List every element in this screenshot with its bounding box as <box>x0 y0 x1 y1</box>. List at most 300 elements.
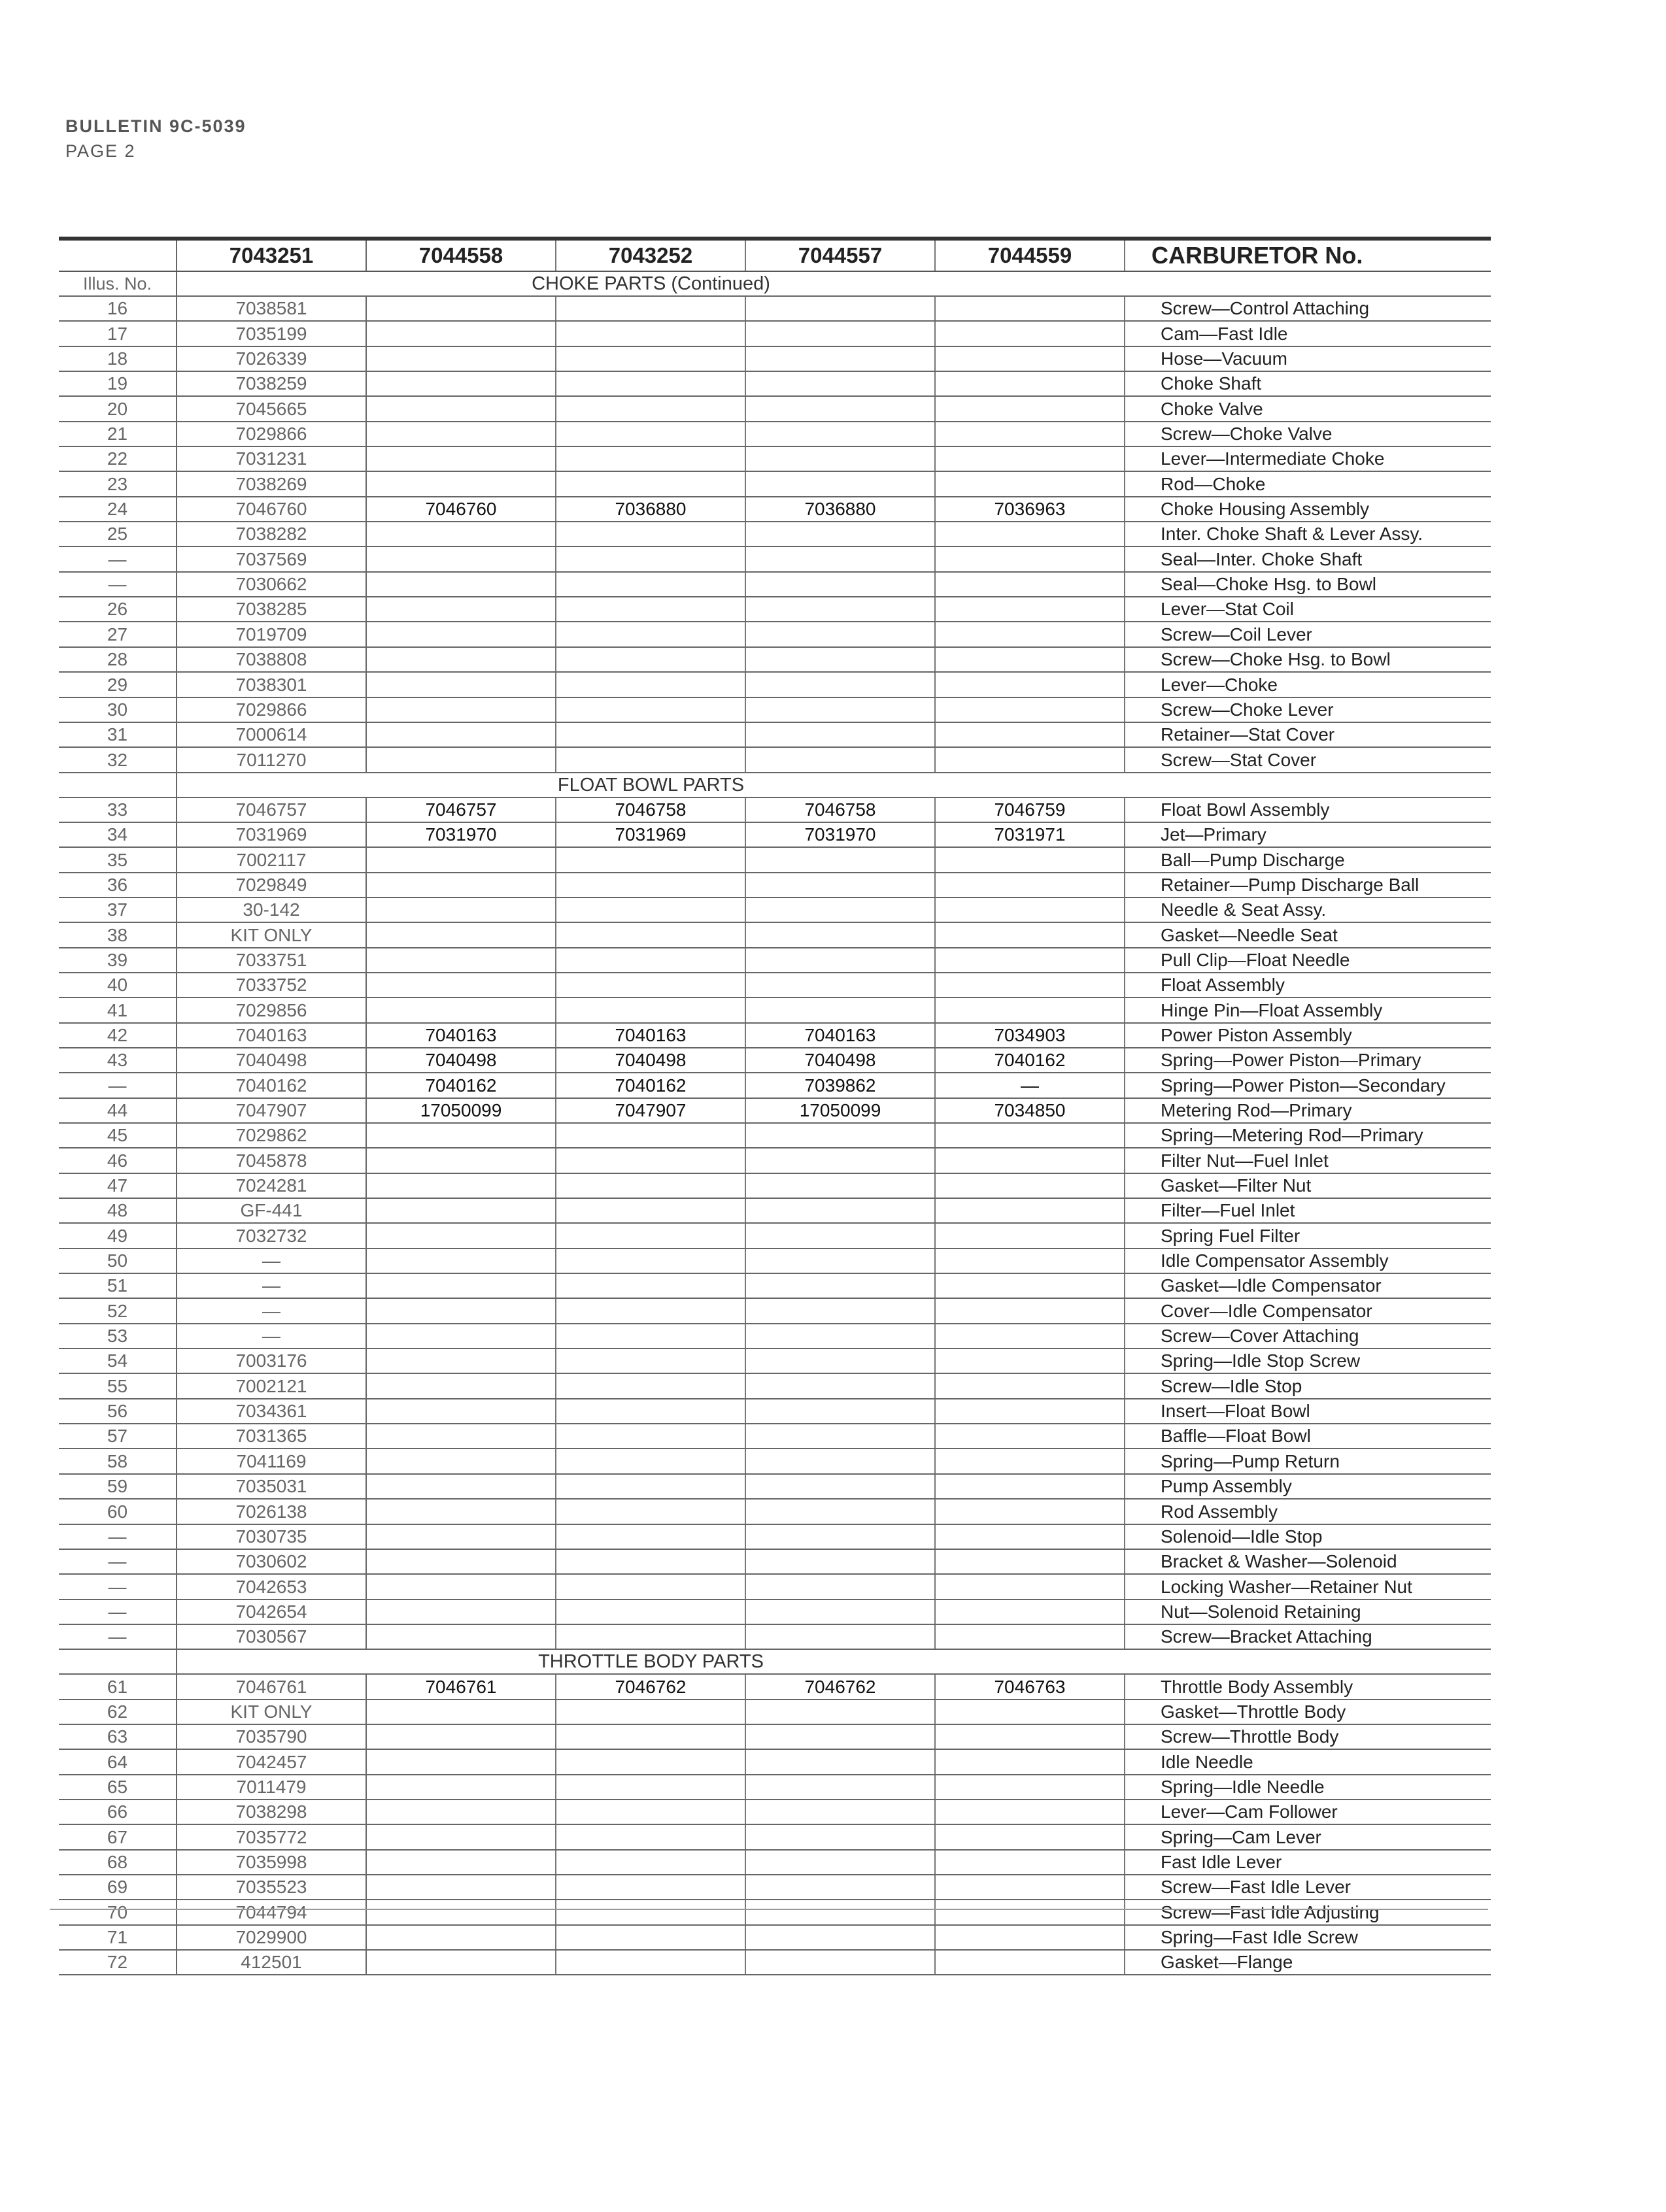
carb-part-number <box>935 1724 1125 1749</box>
carb-part-number <box>935 1399 1125 1424</box>
carb-part-number <box>935 396 1125 421</box>
part-description: Baffle—Float Bowl <box>1125 1424 1491 1449</box>
carb-part-number <box>556 922 745 947</box>
part-description: Cover—Idle Compensator <box>1125 1298 1491 1323</box>
carb-part-number <box>556 321 745 346</box>
illus-no-label <box>59 1649 177 1674</box>
carb-part-number <box>745 1824 935 1849</box>
part-description: Jet—Primary <box>1125 822 1491 847</box>
table-row <box>59 873 1491 897</box>
illus-number: 67 <box>59 1824 177 1849</box>
carb-part-number <box>935 1173 1125 1198</box>
carb-part-number: 7031970 <box>745 822 935 847</box>
table-row <box>59 346 1491 371</box>
carb-part-number: 7040163 <box>556 1023 745 1048</box>
part-number: 7033752 <box>177 973 366 997</box>
illus-header-cell <box>59 239 177 271</box>
illus-number: 37 <box>59 897 177 922</box>
carb-part-number <box>366 296 556 321</box>
part-number: 30-142 <box>177 897 366 922</box>
part-number: 7038581 <box>177 296 366 321</box>
carb-part-number <box>745 1800 935 1824</box>
part-description: Hinge Pin—Float Assembly <box>1125 997 1491 1022</box>
carb-part-number <box>366 1950 556 1975</box>
table-row <box>59 1349 1491 1373</box>
illus-number: 70 <box>59 1900 177 1924</box>
table-row <box>59 1148 1491 1173</box>
table-row <box>59 647 1491 672</box>
carb-part-number <box>745 873 935 897</box>
table-row <box>59 1749 1491 1774</box>
carb-part-number <box>745 1173 935 1198</box>
part-description: Lever—Stat Coil <box>1125 597 1491 622</box>
table-row <box>59 1373 1491 1398</box>
part-number: 7034361 <box>177 1399 366 1424</box>
table-row <box>59 446 1491 471</box>
illus-number: 50 <box>59 1248 177 1273</box>
part-description: Inter. Choke Shaft & Lever Assy. <box>1125 522 1491 546</box>
part-number: 7033751 <box>177 948 366 973</box>
carb-part-number: 7034903 <box>935 1023 1125 1048</box>
illus-number: 35 <box>59 847 177 872</box>
carb-part-number: 7031971 <box>935 822 1125 847</box>
part-description: Screw—Bracket Attaching <box>1125 1624 1491 1649</box>
part-number: 7035772 <box>177 1824 366 1849</box>
carb-part-number <box>556 471 745 496</box>
carb-part-number <box>366 1123 556 1148</box>
carb-header: 7044558 <box>366 239 556 271</box>
carb-part-number <box>366 973 556 997</box>
part-description: Screw—Fast Idle Lever <box>1125 1875 1491 1900</box>
carb-part-number: 7040498 <box>366 1048 556 1073</box>
part-number: — <box>177 1273 366 1298</box>
section-header-row <box>59 773 1491 797</box>
section-header-row <box>59 271 1491 296</box>
carb-part-number <box>745 546 935 571</box>
part-number: 7032732 <box>177 1223 366 1248</box>
carb-part-number <box>745 522 935 546</box>
carb-part-number <box>935 1950 1125 1975</box>
carb-part-number <box>366 1273 556 1298</box>
carb-part-number <box>556 1474 745 1499</box>
illus-no-label <box>59 773 177 797</box>
carb-part-number: 7040498 <box>745 1048 935 1073</box>
carb-part-number <box>745 1900 935 1924</box>
illus-number: — <box>59 546 177 571</box>
carb-part-number <box>366 1624 556 1649</box>
carb-part-number <box>366 1399 556 1424</box>
part-description: Ball—Pump Discharge <box>1125 847 1491 872</box>
carb-part-number <box>935 371 1125 396</box>
carb-part-number <box>745 1449 935 1473</box>
carb-part-number: 17050099 <box>745 1098 935 1123</box>
table-row <box>59 1474 1491 1499</box>
part-description: Spring—Idle Needle <box>1125 1775 1491 1800</box>
part-description: Lever—Intermediate Choke <box>1125 446 1491 471</box>
carb-part-number <box>935 922 1125 947</box>
part-description: Nut—Solenoid Retaining <box>1125 1600 1491 1624</box>
part-number: 7047907 <box>177 1098 366 1123</box>
carb-part-number <box>745 1273 935 1298</box>
carb-part-number <box>745 1524 935 1549</box>
carb-part-number <box>935 422 1125 446</box>
part-number: 7037569 <box>177 546 366 571</box>
section-title: FLOAT BOWL PARTS <box>177 773 1125 797</box>
illus-number: 24 <box>59 497 177 522</box>
part-number: 7026339 <box>177 346 366 371</box>
carb-part-number <box>745 1123 935 1148</box>
part-number: 7038298 <box>177 1800 366 1824</box>
carb-part-number <box>556 1223 745 1248</box>
table-row <box>59 797 1491 822</box>
carb-part-number <box>935 1123 1125 1148</box>
carb-part-number <box>366 948 556 973</box>
carb-part-number: 7031970 <box>366 822 556 847</box>
illus-number: — <box>59 1600 177 1624</box>
carb-part-number <box>556 1373 745 1398</box>
illus-number: 55 <box>59 1373 177 1398</box>
carb-part-number <box>366 697 556 722</box>
section-blank <box>1125 773 1491 797</box>
carb-part-number <box>366 997 556 1022</box>
part-description: Filter—Fuel Inlet <box>1125 1198 1491 1223</box>
part-number: 7038301 <box>177 672 366 697</box>
carb-part-number <box>935 1800 1125 1824</box>
carb-part-number <box>745 672 935 697</box>
table-row <box>59 822 1491 847</box>
carb-part-number <box>935 1223 1125 1248</box>
carb-part-number <box>366 1900 556 1924</box>
part-description: Float Assembly <box>1125 973 1491 997</box>
part-number: 7019709 <box>177 622 366 646</box>
carb-part-number: 7036963 <box>935 497 1125 522</box>
part-description: Screw—Choke Lever <box>1125 697 1491 722</box>
carb-part-number <box>556 672 745 697</box>
part-number: 7000614 <box>177 722 366 747</box>
part-description: Gasket—Throttle Body <box>1125 1700 1491 1724</box>
carb-part-number <box>366 1700 556 1724</box>
carb-part-number <box>556 1449 745 1473</box>
table-row <box>59 1574 1491 1599</box>
part-description: Spring—Cam Lever <box>1125 1824 1491 1849</box>
part-description: Screw—Fast Idle Adjusting <box>1125 1900 1491 1924</box>
carb-part-number <box>556 1424 745 1449</box>
carb-part-number <box>556 997 745 1022</box>
part-number: 7040498 <box>177 1048 366 1073</box>
part-number: 7030662 <box>177 572 366 597</box>
carb-part-number <box>556 1925 745 1950</box>
carb-part-number <box>366 597 556 622</box>
illus-number: 29 <box>59 672 177 697</box>
carb-part-number <box>556 1624 745 1649</box>
carb-part-number <box>745 1950 935 1975</box>
table-row <box>59 1123 1491 1148</box>
illus-number: 39 <box>59 948 177 973</box>
carb-part-number <box>935 647 1125 672</box>
table-row <box>59 1198 1491 1223</box>
table-row <box>59 1173 1491 1198</box>
part-description: Pull Clip—Float Needle <box>1125 948 1491 973</box>
table-row <box>59 622 1491 646</box>
illus-number: 40 <box>59 973 177 997</box>
carb-part-number <box>556 1524 745 1549</box>
carb-part-number <box>556 546 745 571</box>
illus-number: 63 <box>59 1724 177 1749</box>
carb-part-number <box>366 1499 556 1524</box>
column-header-row <box>59 239 1491 271</box>
part-description: Spring—Power Piston—Secondary <box>1125 1073 1491 1098</box>
carb-part-number <box>366 446 556 471</box>
carb-part-number <box>935 446 1125 471</box>
illus-number: 18 <box>59 346 177 371</box>
part-description: Bracket & Washer—Solenoid <box>1125 1549 1491 1574</box>
table-row <box>59 1098 1491 1123</box>
carb-part-number <box>366 1749 556 1774</box>
part-description: Spring—Pump Return <box>1125 1449 1491 1473</box>
part-description: Needle & Seat Assy. <box>1125 897 1491 922</box>
illus-number: 23 <box>59 471 177 496</box>
carb-part-number <box>745 597 935 622</box>
carb-part-number <box>935 1198 1125 1223</box>
carb-part-number <box>366 922 556 947</box>
part-description: Choke Housing Assembly <box>1125 497 1491 522</box>
carb-part-number <box>556 1700 745 1724</box>
table-row <box>59 522 1491 546</box>
section-title: CHOKE PARTS (Continued) <box>177 271 1125 296</box>
carb-part-number <box>745 647 935 672</box>
carb-part-number <box>745 422 935 446</box>
part-number: 7029849 <box>177 873 366 897</box>
carb-part-number <box>745 1298 935 1323</box>
table-row <box>59 722 1491 747</box>
carb-part-number <box>935 1474 1125 1499</box>
carb-part-number: 7031969 <box>556 822 745 847</box>
carb-part-number <box>745 1549 935 1574</box>
part-number: 7029900 <box>177 1925 366 1950</box>
carb-part-number <box>366 722 556 747</box>
part-number: 7029856 <box>177 997 366 1022</box>
carb-part-number <box>366 1349 556 1373</box>
carb-part-number: 7046760 <box>366 497 556 522</box>
table-row <box>59 1273 1491 1298</box>
part-number: 7031365 <box>177 1424 366 1449</box>
part-number: 7030602 <box>177 1549 366 1574</box>
carb-part-number <box>366 1223 556 1248</box>
carburetor-no-header: CARBURETOR No. <box>1125 239 1491 271</box>
carb-part-number <box>745 1624 935 1649</box>
carb-part-number: 7046758 <box>556 797 745 822</box>
part-description: Screw—Throttle Body <box>1125 1724 1491 1749</box>
carb-part-number: 7046757 <box>366 797 556 822</box>
carb-part-number: 7036880 <box>556 497 745 522</box>
carb-part-number <box>745 1499 935 1524</box>
carb-part-number <box>556 422 745 446</box>
carb-part-number <box>366 647 556 672</box>
carb-part-number <box>366 396 556 421</box>
table-row <box>59 1900 1491 1924</box>
carb-part-number <box>935 1298 1125 1323</box>
carb-part-number <box>366 321 556 346</box>
carb-part-number <box>745 1373 935 1398</box>
table-row <box>59 922 1491 947</box>
table-row <box>59 997 1491 1022</box>
part-description: Screw—Idle Stop <box>1125 1373 1491 1398</box>
carb-part-number <box>935 697 1125 722</box>
carb-part-number <box>745 446 935 471</box>
carb-part-number <box>935 672 1125 697</box>
illus-number: 31 <box>59 722 177 747</box>
part-number: 7031231 <box>177 446 366 471</box>
section-blank <box>1125 271 1491 296</box>
carb-part-number <box>556 1800 745 1824</box>
carb-part-number: 7040498 <box>556 1048 745 1073</box>
carb-part-number <box>556 1349 745 1373</box>
carb-part-number <box>366 371 556 396</box>
carb-part-number <box>366 1800 556 1824</box>
carb-part-number <box>366 1850 556 1875</box>
part-description: Choke Shaft <box>1125 371 1491 396</box>
carb-part-number <box>556 1950 745 1975</box>
part-number: 7002117 <box>177 847 366 872</box>
illus-number: — <box>59 1524 177 1549</box>
carb-part-number <box>556 371 745 396</box>
carb-part-number <box>745 321 935 346</box>
part-number: 7044794 <box>177 1900 366 1924</box>
illus-number: 66 <box>59 1800 177 1824</box>
carb-part-number <box>556 522 745 546</box>
carb-part-number: 7034850 <box>935 1098 1125 1123</box>
carb-part-number <box>556 1574 745 1599</box>
illus-number: 32 <box>59 747 177 772</box>
carb-part-number <box>745 622 935 646</box>
carb-part-number: 17050099 <box>366 1098 556 1123</box>
table-row <box>59 1624 1491 1649</box>
carb-part-number: 7040163 <box>366 1023 556 1048</box>
part-number: 7011479 <box>177 1775 366 1800</box>
part-description: Gasket—Idle Compensator <box>1125 1273 1491 1298</box>
carb-part-number <box>935 1148 1125 1173</box>
table-row <box>59 1549 1491 1574</box>
carb-header: 7044559 <box>935 239 1125 271</box>
carb-part-number <box>556 1324 745 1349</box>
carb-part-number <box>745 1424 935 1449</box>
table-row <box>59 672 1491 697</box>
part-number: 7035790 <box>177 1724 366 1749</box>
carb-part-number: 7046763 <box>935 1674 1125 1699</box>
carb-part-number <box>935 1373 1125 1398</box>
carb-part-number <box>366 1925 556 1950</box>
carb-part-number <box>935 321 1125 346</box>
carb-part-number <box>935 296 1125 321</box>
part-number: 7030567 <box>177 1624 366 1649</box>
carb-part-number <box>935 1600 1125 1624</box>
carb-part-number <box>366 1474 556 1499</box>
illus-number: — <box>59 1549 177 1574</box>
carb-part-number: 7047907 <box>556 1098 745 1123</box>
part-description: Screw—Choke Valve <box>1125 422 1491 446</box>
illus-number: 71 <box>59 1925 177 1950</box>
illus-number: 42 <box>59 1023 177 1048</box>
illus-number: — <box>59 1073 177 1098</box>
carb-part-number <box>745 948 935 973</box>
part-number: 7003176 <box>177 1349 366 1373</box>
carb-part-number <box>935 622 1125 646</box>
table-row <box>59 321 1491 346</box>
carb-part-number <box>556 747 745 772</box>
illus-number: 45 <box>59 1123 177 1148</box>
table-row <box>59 572 1491 597</box>
carb-part-number <box>935 1875 1125 1900</box>
illus-number: 44 <box>59 1098 177 1123</box>
carb-part-number <box>366 1248 556 1273</box>
carb-part-number <box>935 1524 1125 1549</box>
table-row <box>59 1800 1491 1824</box>
carb-part-number <box>366 522 556 546</box>
table-row <box>59 697 1491 722</box>
carb-part-number <box>935 973 1125 997</box>
table-row <box>59 1724 1491 1749</box>
carb-part-number <box>745 1850 935 1875</box>
part-description: Fast Idle Lever <box>1125 1850 1491 1875</box>
part-description: Rod Assembly <box>1125 1499 1491 1524</box>
illus-number: 48 <box>59 1198 177 1223</box>
part-number: 7035031 <box>177 1474 366 1499</box>
table-row <box>59 497 1491 522</box>
carb-part-number <box>935 948 1125 973</box>
carb-part-number <box>366 1574 556 1599</box>
part-description: Lever—Cam Follower <box>1125 1800 1491 1824</box>
table-row <box>59 847 1491 872</box>
carb-part-number <box>556 1173 745 1198</box>
carb-part-number <box>556 1248 745 1273</box>
part-description: Seal—Choke Hsg. to Bowl <box>1125 572 1491 597</box>
illus-number: 19 <box>59 371 177 396</box>
illus-number: 59 <box>59 1474 177 1499</box>
part-number: 7029866 <box>177 697 366 722</box>
table-row <box>59 1700 1491 1724</box>
illus-number: 27 <box>59 622 177 646</box>
table-row <box>59 1023 1491 1048</box>
part-number: 7042457 <box>177 1749 366 1774</box>
part-number: KIT ONLY <box>177 922 366 947</box>
illus-number: 68 <box>59 1850 177 1875</box>
part-description: Screw—Coil Lever <box>1125 622 1491 646</box>
carb-part-number <box>556 572 745 597</box>
carb-part-number <box>745 346 935 371</box>
section-title: THROTTLE BODY PARTS <box>177 1649 1125 1674</box>
carb-part-number <box>935 1574 1125 1599</box>
table-row <box>59 1875 1491 1900</box>
part-description: Lever—Choke <box>1125 672 1491 697</box>
part-number: 7035523 <box>177 1875 366 1900</box>
carb-part-number <box>745 897 935 922</box>
carb-part-number <box>745 1574 935 1599</box>
carb-part-number <box>935 1925 1125 1950</box>
illus-number: 56 <box>59 1399 177 1424</box>
illus-number: 52 <box>59 1298 177 1323</box>
table-row <box>59 1925 1491 1950</box>
carb-part-number <box>366 1549 556 1574</box>
part-description: Hose—Vacuum <box>1125 346 1491 371</box>
table-row <box>59 1424 1491 1449</box>
carb-part-number <box>935 346 1125 371</box>
part-number: 7038285 <box>177 597 366 622</box>
part-description: Insert—Float Bowl <box>1125 1399 1491 1424</box>
carb-part-number <box>935 1850 1125 1875</box>
table-row <box>59 1248 1491 1273</box>
carb-part-number <box>745 1700 935 1724</box>
carb-part-number <box>556 446 745 471</box>
